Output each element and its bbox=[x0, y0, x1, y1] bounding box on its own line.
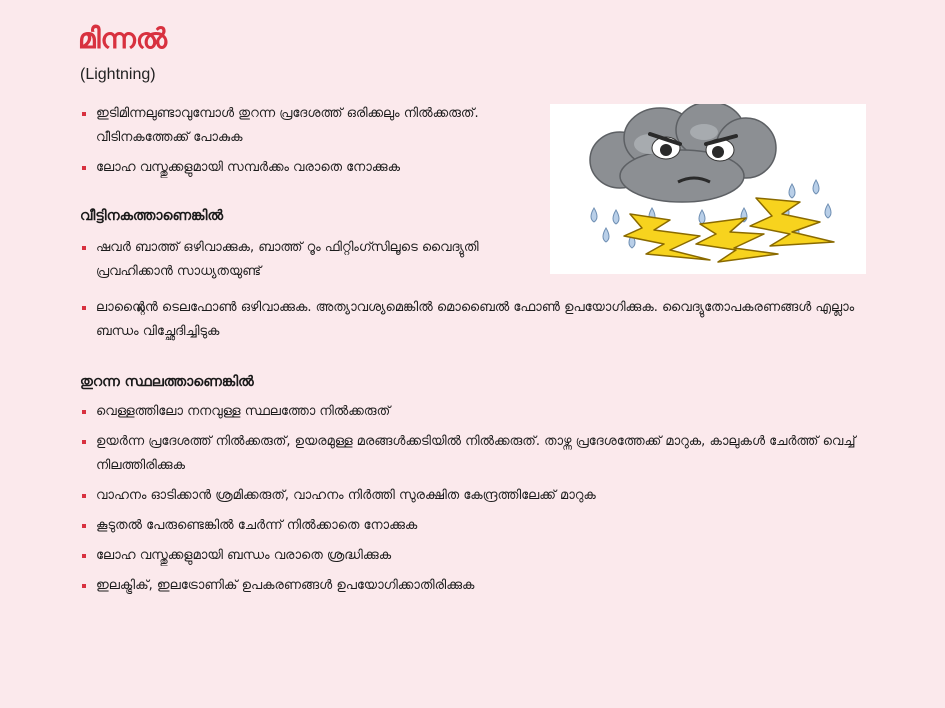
bullet-marker bbox=[82, 112, 86, 116]
list-item: ഇലക്ട്രിക്, ഇലട്രോണിക് ഉപകരണങ്ങൾ ഉപയോഗിക്കാതിരിക്കുക bbox=[80, 574, 870, 598]
outdoor-heading: തുറന്ന സ്ഥലത്താണെങ്കിൽ bbox=[80, 374, 254, 390]
list-item: ഇടിമിന്നലുണ്ടാവുമ്പോൾ തുറന്ന പ്രദേശത്ത് ഒരിക്കലും നിൽക്കരുത്. വീടിനകത്തേക്ക് പോകുക bbox=[80, 102, 550, 150]
bullet-marker bbox=[82, 584, 86, 588]
bullet-marker bbox=[82, 494, 86, 498]
outdoor-list bbox=[80, 400, 870, 604]
angry-storm-cloud-lightning-icon bbox=[550, 104, 866, 274]
bullet-marker bbox=[82, 166, 86, 170]
list-item: ലോഹ വസ്തുക്കളുമായി സമ്പർക്കം വരാതെ നോക്കുക bbox=[80, 156, 550, 180]
list-item: ലോഹ വസ്തുക്കളുമായി ബന്ധം വരാതെ ശ്രദ്ധിക്കുക bbox=[80, 544, 870, 568]
list-item: ഉയർന്ന പ്രദേശത്ത് നിൽക്കരുത്, ഉയരമുള്ള മരങ്ങൾക്കടിയിൽ നിൽക്കരുത്. താഴ്ന്ന പ്രദേശത്തേക്ക് മാറുക, കാലുകൾ ചേർത്ത് വെച്ച് നിലത്തിരിക്കുക bbox=[80, 430, 870, 478]
bullet-marker bbox=[82, 410, 86, 414]
bullet-marker bbox=[82, 246, 86, 250]
page-title: മിന്നൽ bbox=[78, 22, 168, 55]
bullet-marker bbox=[82, 524, 86, 528]
indoor-list-a bbox=[80, 236, 550, 290]
list-item: വെള്ളത്തിലോ നനവുള്ള സ്ഥലത്തോ നിൽക്കരുത് bbox=[80, 400, 870, 424]
list-item: ഷവർ ബാത്ത് ഒഴിവാക്കുക, ബാത്ത് റൂം ഫിറ്റിംഗ്സിലൂടെ വൈദ്യുതി പ്രവഹിക്കാൻ സാധ്യതയുണ്ട് bbox=[80, 236, 550, 284]
bullet-marker bbox=[82, 306, 86, 310]
list-item: ലാന്റ്ലൈൻ ടെലഫോൺ ഒഴിവാക്കുക. അത്യാവശ്യമെങ്കിൽ മൊബൈൽ ഫോൺ ഉപയോഗിക്കുക. വൈദ്യുതോപകരണങ്ങൾ എല്ലാം ബന്ധം വിച്ഛേദിച്ചിടുക bbox=[80, 296, 870, 344]
intro-list bbox=[80, 102, 550, 186]
indoor-list-b bbox=[80, 296, 870, 350]
list-item: കൂടുതൽ പേരുണ്ടെങ്കിൽ ചേർന്ന് നിൽക്കാതെ നോക്കുക bbox=[80, 514, 870, 538]
bullet-marker bbox=[82, 440, 86, 444]
indoor-heading: വീട്ടിനകത്താണെങ്കിൽ bbox=[80, 208, 224, 224]
page-subtitle: (Lightning) bbox=[80, 66, 156, 83]
storm-cloud-illustration bbox=[550, 104, 866, 274]
list-item: വാഹനം ഓടിക്കാൻ ശ്രമിക്കരുത്, വാഹനം നിർത്തി സുരക്ഷിത കേന്ദ്രത്തിലേക്ക് മാറുക bbox=[80, 484, 870, 508]
bullet-marker bbox=[82, 554, 86, 558]
